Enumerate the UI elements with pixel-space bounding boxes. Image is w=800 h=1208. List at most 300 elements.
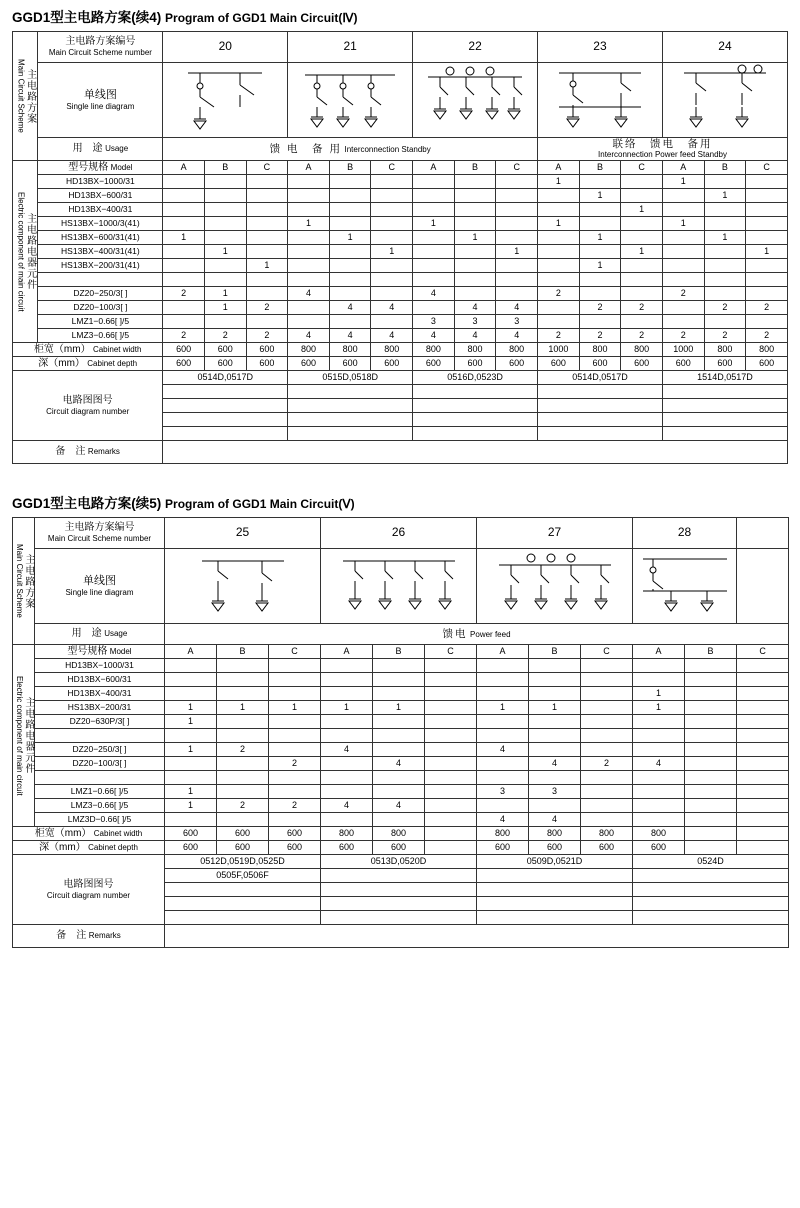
cell: 4 bbox=[371, 301, 413, 315]
cell bbox=[579, 245, 621, 259]
cell bbox=[163, 189, 205, 203]
circuit-number-label-cn: 电路图图号 bbox=[62, 395, 113, 407]
cell bbox=[704, 287, 746, 301]
cell bbox=[477, 771, 529, 785]
col-C: C bbox=[621, 161, 663, 175]
cell: 600 bbox=[704, 357, 746, 371]
cell bbox=[217, 813, 269, 827]
circuit-number-28: 0524D bbox=[633, 855, 789, 869]
cell: 2 bbox=[538, 287, 580, 301]
col-B: B bbox=[204, 161, 246, 175]
cell bbox=[477, 911, 633, 925]
col-C: C bbox=[746, 161, 788, 175]
cell bbox=[746, 315, 788, 329]
row-model: HD13BX−400/31 bbox=[35, 687, 165, 701]
cell bbox=[685, 799, 737, 813]
cabinet-depth-label-en: Cabinet depth bbox=[88, 842, 138, 852]
cell: 4 bbox=[373, 799, 425, 813]
cell bbox=[633, 673, 685, 687]
cell bbox=[538, 259, 580, 273]
cell bbox=[685, 673, 737, 687]
remarks-label-cn: 备 注 bbox=[56, 930, 87, 942]
col-B: B bbox=[329, 161, 371, 175]
cell bbox=[329, 203, 371, 217]
cell bbox=[165, 883, 321, 897]
table-row bbox=[13, 659, 789, 673]
cell bbox=[454, 287, 496, 301]
cell bbox=[288, 315, 330, 329]
col-B: B bbox=[685, 645, 737, 659]
cell bbox=[163, 427, 288, 441]
cell bbox=[425, 785, 477, 799]
cell: 4 bbox=[529, 813, 581, 827]
cell bbox=[321, 911, 477, 925]
cell: 800 bbox=[371, 343, 413, 357]
cell: 3 bbox=[413, 315, 455, 329]
remarks-label bbox=[13, 925, 165, 948]
cell bbox=[321, 729, 373, 743]
cell: 2 bbox=[538, 329, 580, 343]
cell: 2 bbox=[621, 301, 663, 315]
cabinet-width-label-cn: 柜宽（mm） bbox=[34, 827, 92, 839]
cell bbox=[581, 701, 633, 715]
cell bbox=[165, 813, 217, 827]
cell bbox=[538, 301, 580, 315]
diagram-26 bbox=[321, 549, 477, 624]
cell: 600 bbox=[579, 357, 621, 371]
cell bbox=[163, 217, 205, 231]
cell bbox=[165, 673, 217, 687]
side-label-main-scheme-en: Main Circuit Scheme bbox=[16, 59, 26, 133]
cell: 600 bbox=[496, 357, 538, 371]
cell: 800 bbox=[704, 343, 746, 357]
model-label-en: Model bbox=[110, 162, 133, 172]
cell: 1000 bbox=[662, 343, 704, 357]
diagram-24 bbox=[662, 63, 787, 138]
cell bbox=[704, 175, 746, 189]
cell bbox=[371, 259, 413, 273]
cell bbox=[704, 315, 746, 329]
cell bbox=[288, 259, 330, 273]
cell bbox=[163, 385, 288, 399]
cell bbox=[581, 659, 633, 673]
cell bbox=[746, 273, 788, 287]
col-C: C bbox=[371, 161, 413, 175]
cell bbox=[621, 315, 663, 329]
cell bbox=[163, 399, 288, 413]
cell bbox=[217, 659, 269, 673]
cell: 600 bbox=[165, 827, 217, 841]
row-model: DZ20−100/3[ ] bbox=[38, 301, 163, 315]
cell: 600 bbox=[329, 357, 371, 371]
cell bbox=[685, 813, 737, 827]
cell bbox=[737, 827, 789, 841]
cell bbox=[321, 813, 373, 827]
cell bbox=[413, 245, 455, 259]
circuit-number-label bbox=[13, 371, 163, 441]
cell: 1 bbox=[529, 701, 581, 715]
diagram-blank bbox=[737, 549, 789, 624]
section2-title-cn: GGD1型主电路方案(续5) bbox=[12, 496, 162, 511]
cell bbox=[529, 673, 581, 687]
cell bbox=[704, 245, 746, 259]
cell bbox=[413, 385, 538, 399]
cell bbox=[371, 189, 413, 203]
row-model: HD13BX−600/31 bbox=[38, 189, 163, 203]
cell bbox=[425, 659, 477, 673]
cell bbox=[496, 217, 538, 231]
cell: 1 bbox=[321, 701, 373, 715]
cell bbox=[746, 175, 788, 189]
cell: 1 bbox=[204, 287, 246, 301]
cell bbox=[329, 315, 371, 329]
cell bbox=[746, 217, 788, 231]
cell bbox=[454, 175, 496, 189]
circuit-number-25: 0512D,0519D,0525D bbox=[165, 855, 321, 869]
cell bbox=[662, 259, 704, 273]
cell: 600 bbox=[746, 357, 788, 371]
cell bbox=[662, 399, 787, 413]
cell: 4 bbox=[373, 757, 425, 771]
cell: 1 bbox=[579, 189, 621, 203]
table-row bbox=[13, 217, 788, 231]
cell: 1 bbox=[165, 799, 217, 813]
cell bbox=[329, 189, 371, 203]
cabinet-width-label bbox=[13, 827, 165, 841]
cell bbox=[579, 217, 621, 231]
row-model: HS13BX−200/31(41) bbox=[38, 259, 163, 273]
cell: 1 bbox=[217, 701, 269, 715]
col-B: B bbox=[704, 161, 746, 175]
remarks-row bbox=[13, 441, 788, 464]
cell bbox=[425, 841, 477, 855]
cell bbox=[321, 771, 373, 785]
cell: 1 bbox=[288, 217, 330, 231]
row-model: LMZ1−0.66[ ]/5 bbox=[38, 315, 163, 329]
cell: 1 bbox=[579, 231, 621, 245]
cell bbox=[321, 869, 477, 883]
cell: 1 bbox=[204, 301, 246, 315]
cell bbox=[477, 757, 529, 771]
cell: 800 bbox=[321, 827, 373, 841]
circuit-number-26: 0513D,0520D bbox=[321, 855, 477, 869]
diagram-27 bbox=[477, 549, 633, 624]
cabinet-width-label bbox=[13, 343, 163, 357]
model-label-en: Model bbox=[109, 646, 132, 656]
cell: 2 bbox=[621, 329, 663, 343]
cell bbox=[288, 175, 330, 189]
col-A: A bbox=[163, 161, 205, 175]
cabinet-depth-label-cn: 深（mm） bbox=[39, 841, 86, 853]
cell bbox=[204, 175, 246, 189]
cell: 3 bbox=[477, 785, 529, 799]
cell bbox=[321, 785, 373, 799]
col-B: B bbox=[579, 161, 621, 175]
row-model: HS13BX−200/31 bbox=[35, 701, 165, 715]
cell: 600 bbox=[373, 841, 425, 855]
table-row-spacer bbox=[13, 729, 789, 743]
cell: 2 bbox=[163, 287, 205, 301]
table-row bbox=[13, 231, 788, 245]
cell bbox=[163, 273, 205, 287]
cell: 2 bbox=[246, 329, 288, 343]
col-A: A bbox=[288, 161, 330, 175]
row-model: DZ20−250/3[ ] bbox=[38, 287, 163, 301]
cell bbox=[633, 729, 685, 743]
single-line-diagram-icon bbox=[178, 549, 308, 623]
cell bbox=[477, 715, 529, 729]
single-line-label-en: Single line diagram bbox=[65, 587, 134, 597]
cell bbox=[321, 757, 373, 771]
usage-row bbox=[13, 624, 789, 645]
cell bbox=[685, 785, 737, 799]
cabinet-depth-label bbox=[13, 841, 165, 855]
cabinet-depth-label-cn: 深（mm） bbox=[38, 357, 85, 369]
usage-label bbox=[35, 624, 165, 645]
cell bbox=[204, 259, 246, 273]
cell: 1 bbox=[704, 189, 746, 203]
cell bbox=[477, 799, 529, 813]
row-model: LMZ3−0.66[ ]/5 bbox=[35, 799, 165, 813]
cell bbox=[413, 427, 538, 441]
table-row bbox=[13, 757, 789, 771]
cell: 2 bbox=[662, 329, 704, 343]
circuit-number-24: 1514D,0517D bbox=[662, 371, 787, 385]
cell bbox=[163, 301, 205, 315]
section1-title-en: Program of GGD1 Main Circuit(Ⅳ) bbox=[165, 11, 358, 25]
cell: 4 bbox=[329, 301, 371, 315]
circuit-number-row-1 bbox=[13, 855, 789, 869]
row-model: HD13BX−1000/31 bbox=[35, 659, 165, 673]
cell bbox=[737, 799, 789, 813]
scheme-number-24: 24 bbox=[662, 32, 787, 63]
cell bbox=[204, 189, 246, 203]
cell bbox=[217, 715, 269, 729]
cell: 4 bbox=[321, 799, 373, 813]
cell bbox=[373, 673, 425, 687]
cell bbox=[329, 273, 371, 287]
cell: 2 bbox=[579, 329, 621, 343]
cell: 600 bbox=[529, 841, 581, 855]
cabinet-width-label-cn: 柜宽（mm） bbox=[33, 343, 91, 355]
cell: 1 bbox=[704, 231, 746, 245]
cell bbox=[529, 687, 581, 701]
cell: 2 bbox=[746, 329, 788, 343]
circuit-number-22: 0516D,0523D bbox=[413, 371, 538, 385]
cell: 1 bbox=[165, 785, 217, 799]
cell: 600 bbox=[269, 827, 321, 841]
cell bbox=[746, 259, 788, 273]
cell bbox=[454, 273, 496, 287]
cell bbox=[662, 301, 704, 315]
circuit-number-label-en: Circuit diagram number bbox=[46, 406, 130, 416]
cell bbox=[413, 189, 455, 203]
cell bbox=[163, 203, 205, 217]
cell bbox=[496, 175, 538, 189]
cell bbox=[579, 315, 621, 329]
cell: 600 bbox=[204, 343, 246, 357]
cell bbox=[496, 231, 538, 245]
diagram-20 bbox=[163, 63, 288, 138]
usage-value-1 bbox=[163, 138, 538, 161]
table-row bbox=[13, 245, 788, 259]
table-row bbox=[13, 329, 788, 343]
cell: 600 bbox=[581, 841, 633, 855]
cell: 1 bbox=[329, 231, 371, 245]
col-A: A bbox=[538, 161, 580, 175]
cell bbox=[496, 203, 538, 217]
col-C: C bbox=[425, 645, 477, 659]
cabinet-width-row bbox=[13, 827, 789, 841]
side-label-components-cn: 主电路电器元件 bbox=[22, 697, 34, 774]
single-line-label-cn: 单线图 bbox=[83, 89, 117, 102]
cell bbox=[269, 785, 321, 799]
cell: 3 bbox=[496, 315, 538, 329]
side-label-main-scheme bbox=[13, 518, 35, 645]
side-label-main-scheme bbox=[13, 32, 38, 161]
cell bbox=[373, 659, 425, 673]
cell: 1 bbox=[165, 715, 217, 729]
cell bbox=[413, 259, 455, 273]
cell bbox=[662, 315, 704, 329]
cell: 600 bbox=[662, 357, 704, 371]
cell bbox=[529, 659, 581, 673]
cell bbox=[496, 189, 538, 203]
single-line-row bbox=[13, 549, 789, 624]
cell: 2 bbox=[662, 287, 704, 301]
diagram-23 bbox=[538, 63, 663, 138]
scheme-number-row bbox=[13, 518, 789, 549]
cell bbox=[477, 869, 633, 883]
section2-title bbox=[12, 486, 788, 517]
cell bbox=[454, 203, 496, 217]
cell bbox=[633, 659, 685, 673]
cell: 2 bbox=[204, 329, 246, 343]
cell bbox=[321, 883, 477, 897]
cell bbox=[288, 203, 330, 217]
cell: 800 bbox=[633, 827, 685, 841]
cell bbox=[579, 287, 621, 301]
cell bbox=[621, 259, 663, 273]
single-line-row bbox=[13, 63, 788, 138]
cell bbox=[477, 729, 529, 743]
cell bbox=[662, 273, 704, 287]
cell bbox=[217, 785, 269, 799]
cell bbox=[746, 189, 788, 203]
cell: 2 bbox=[746, 301, 788, 315]
cell: 2 bbox=[246, 301, 288, 315]
cell: 2 bbox=[269, 757, 321, 771]
cell bbox=[371, 175, 413, 189]
cell: 800 bbox=[579, 343, 621, 357]
cell bbox=[217, 687, 269, 701]
cell bbox=[737, 659, 789, 673]
row-model: HS13BX−1000/3(41) bbox=[38, 217, 163, 231]
cell bbox=[204, 231, 246, 245]
cell: 1 bbox=[165, 701, 217, 715]
cell bbox=[538, 315, 580, 329]
cell: 800 bbox=[621, 343, 663, 357]
cell: 800 bbox=[373, 827, 425, 841]
cell bbox=[538, 427, 663, 441]
cell bbox=[371, 203, 413, 217]
cell bbox=[165, 729, 217, 743]
cell bbox=[246, 245, 288, 259]
circuit-number-23: 0514D,0517D bbox=[538, 371, 663, 385]
cell bbox=[371, 231, 413, 245]
cell bbox=[163, 413, 288, 427]
cell: 4 bbox=[288, 287, 330, 301]
cell bbox=[163, 245, 205, 259]
cell bbox=[373, 729, 425, 743]
row-model bbox=[35, 771, 165, 785]
cell bbox=[413, 231, 455, 245]
cell bbox=[425, 701, 477, 715]
scheme-number-label-cn: 主电路方案编号 bbox=[64, 521, 135, 533]
cell bbox=[217, 729, 269, 743]
cell bbox=[737, 757, 789, 771]
table-row bbox=[13, 673, 789, 687]
cell: 800 bbox=[496, 343, 538, 357]
cell: 4 bbox=[413, 287, 455, 301]
cabinet-depth-label bbox=[13, 357, 163, 371]
cell bbox=[425, 743, 477, 757]
scheme-number-26: 26 bbox=[321, 518, 477, 549]
cell: 600 bbox=[477, 841, 529, 855]
cell bbox=[425, 757, 477, 771]
cell: 600 bbox=[269, 841, 321, 855]
cell: 4 bbox=[496, 301, 538, 315]
diagram-21 bbox=[288, 63, 413, 138]
cell: 800 bbox=[413, 343, 455, 357]
cell bbox=[217, 757, 269, 771]
cell: 600 bbox=[538, 357, 580, 371]
scheme-number-20: 20 bbox=[163, 32, 288, 63]
cell bbox=[246, 175, 288, 189]
cell bbox=[165, 771, 217, 785]
cell: 1 bbox=[165, 743, 217, 757]
cell bbox=[538, 189, 580, 203]
cell bbox=[538, 399, 663, 413]
col-B: B bbox=[529, 645, 581, 659]
cell: 600 bbox=[217, 841, 269, 855]
cell bbox=[413, 175, 455, 189]
cell bbox=[246, 189, 288, 203]
cell bbox=[621, 189, 663, 203]
cell bbox=[704, 217, 746, 231]
cell bbox=[373, 715, 425, 729]
cell bbox=[581, 743, 633, 757]
cell: 4 bbox=[371, 329, 413, 343]
table-row bbox=[13, 701, 789, 715]
cell: 1 bbox=[246, 259, 288, 273]
single-line-diagram-icon bbox=[670, 63, 780, 137]
cell bbox=[425, 715, 477, 729]
usage-value-1-cn: 馈 电 备 用 bbox=[269, 142, 342, 155]
cell: 600 bbox=[621, 357, 663, 371]
cell bbox=[621, 287, 663, 301]
cell: 2 bbox=[217, 743, 269, 757]
cell bbox=[662, 245, 704, 259]
table-row bbox=[13, 687, 789, 701]
cell bbox=[373, 687, 425, 701]
col-B: B bbox=[454, 161, 496, 175]
cell bbox=[737, 687, 789, 701]
cell bbox=[204, 217, 246, 231]
cell bbox=[662, 189, 704, 203]
cell: 600 bbox=[163, 343, 205, 357]
side-label-main-scheme-en: Main Circuit Scheme bbox=[14, 544, 24, 618]
